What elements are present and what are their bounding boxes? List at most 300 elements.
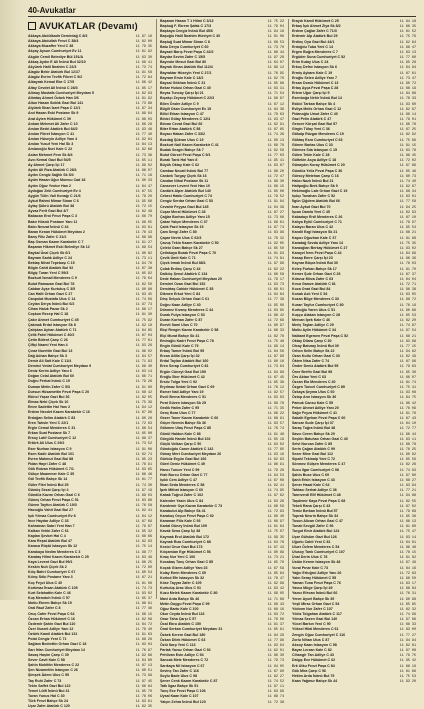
entry-name: Sipahi Tekinalp Yeni C 72 xyxy=(292,457,336,462)
entry-name: Koca Onat Gazi Bul 84 xyxy=(292,287,331,292)
entry-phone: 11 91 58 xyxy=(135,71,152,76)
entry-name: Akkaya Abdullah Fevzi C 38/4 xyxy=(28,39,79,44)
entry-name: Parlak Yavuz Orhan Gazi C 92 xyxy=(160,648,211,653)
entry-phone: 11 93 65 xyxy=(135,468,152,473)
entry-name: Aydoğan Zeki Cumhuriyet Ev 4 xyxy=(28,188,81,193)
entry-phone: 11 64 69 xyxy=(399,252,416,257)
entry-phone: 11 74 26 xyxy=(267,133,284,138)
entry-phone: 11 90 54 xyxy=(135,571,152,576)
entry-phone: 11 63 96 xyxy=(267,690,284,695)
entry-name: Kalender Yasin Ulus C 84 xyxy=(160,498,204,503)
entry-name: Görgülü Hande İnönü Bul 102 xyxy=(160,436,211,441)
entry-phone: 11 95 54 xyxy=(399,226,416,231)
entry-phone: 11 63 14 xyxy=(135,370,152,375)
entry-phone: 11 91 70 xyxy=(399,267,416,272)
entry-name: Ergin Cemal Menderes C 31 xyxy=(28,425,76,430)
entry-phone: 11 93 02 xyxy=(399,246,416,251)
entry-phone: 11 67 21 xyxy=(135,576,152,581)
entry-phone: 11 97 89 xyxy=(399,164,416,169)
entry-phone: 11 97 60 xyxy=(399,473,416,478)
entry-name: Ertaş Ayça Fevzi Paşa C 28 xyxy=(292,86,339,91)
entry-name: Özgen Tuncel Cumhuriyet C 89 xyxy=(292,385,345,390)
entry-name: Sucu Ilgar Cumhuriyet C 98 xyxy=(292,467,339,472)
entry-phone: 11 74 93 xyxy=(399,468,416,473)
entry-name: Cansever Levent Yeni Han 10 xyxy=(160,184,210,188)
entry-phone: 11 77 85 xyxy=(267,447,284,452)
entry-phone: 11 93 60 xyxy=(399,102,416,107)
entry-phone: 11 83 31 xyxy=(267,87,284,92)
entry-phone: 11 81 52 xyxy=(399,30,416,35)
entry-phone: 11 86 58 xyxy=(267,272,284,277)
entry-name: Yılmaz Sezen Gazi Bul 140 xyxy=(292,617,338,622)
entry-name: Uluer Özlem Menderes C 54 xyxy=(292,544,340,549)
entry-name: Baran Kenan Hükümet Meydanı 2 xyxy=(28,229,85,234)
entry-phone: 11 91 84 xyxy=(267,200,284,205)
entry-name: Ulusoy Tarık Cumhuriyet C 107 xyxy=(292,550,345,555)
entry-name: Emre Sadettin Hal Yanı 2 xyxy=(28,405,71,410)
entry-name: Sarı İrfan Cumhuriyet Meydanı 14 xyxy=(28,647,85,652)
entry-name: Kara Reşat Atatürk Bul 47 xyxy=(28,539,73,544)
entry-phone: 11 68 53 xyxy=(267,40,284,45)
entry-phone: 11 88 72 xyxy=(399,298,416,303)
entry-name: Anıl Hasan Eski Postane Sk 9 xyxy=(28,111,79,116)
entry-name: Canpolat Mustafa Ulus C 14 xyxy=(28,296,76,301)
entry-phone: 11 76 97 xyxy=(135,648,152,653)
entry-name: Erk Utku Fevzi Paşa C 84 xyxy=(292,663,335,668)
entry-phone: 11 97 73 xyxy=(135,303,152,308)
entry-phone: 11 74 87 xyxy=(399,324,416,329)
entry-name: Sağlam Bedrettin Orhan Gazi C 18 xyxy=(28,642,87,647)
entry-phone: 11 74 81 xyxy=(267,257,284,262)
entry-phone: 11 66 35 xyxy=(399,25,416,30)
entry-phone: 11 82 32 xyxy=(399,607,416,612)
entry-name: Şener Hazal Kale C 64 xyxy=(292,483,330,488)
entry-phone: 11 65 88 xyxy=(267,81,284,86)
entry-phone: 11 72 90 xyxy=(135,566,152,571)
entry-name: Gökalp Rüzgar Menderes C 19 xyxy=(292,132,344,137)
entry-phone: 11 82 00 xyxy=(135,40,152,45)
entry-name: Aytaç Şükrü Atatürk Bul 38 xyxy=(28,204,75,209)
entry-phone: 11 74 30 xyxy=(135,483,152,488)
entry-phone: 11 93 47 xyxy=(267,117,284,122)
entry-phone: 11 89 05 xyxy=(267,592,284,597)
entry-name: Alyürek İlhan İzzet Paşa C 12/1 xyxy=(28,106,81,111)
entry-name: Ekinci Yaşar Gazi Bul 36 xyxy=(28,394,70,399)
entry-name: Altınay Mustafa Cumhuriyet Meydanı 5 xyxy=(28,90,94,95)
entry-name: Kavak Sena Çarşı İçi 38 xyxy=(160,529,201,534)
entry-name: İlgün Çiğdem Atatürk Bul 66 xyxy=(292,199,340,204)
entry-name: Üstün Kerem Istasyon Sk 48 xyxy=(292,560,341,565)
entry-phone: 11 64 07 xyxy=(267,61,284,66)
entry-name: Aykut Rahmi Mimar Sinan C 6 xyxy=(28,199,79,203)
entry-phone: 11 78 03 xyxy=(399,262,416,267)
entry-name: Erkan Suat Postane Sk 7 xyxy=(28,431,71,436)
entry-name: Cevahir Feyyaz Gazi Bul 145 xyxy=(160,204,209,209)
entry-phone: 11 68 27 xyxy=(399,478,416,483)
entry-phone: 11 65 46 xyxy=(399,169,416,174)
entry-phone: 11 62 93 xyxy=(399,210,416,215)
entry-phone: 11 92 18 xyxy=(135,323,152,328)
entry-phone: 11 73 11 xyxy=(135,256,152,261)
entry-phone: 11 64 78 xyxy=(267,540,284,545)
entry-phone: 11 81 86 xyxy=(399,669,416,674)
entry-phone: 11 65 19 xyxy=(267,437,284,442)
entry-name: Engin Gönül Kale C 79 xyxy=(160,343,199,348)
entry-phone: 11 76 95 xyxy=(267,71,284,76)
entry-name: Ünal Derin Ulus C 78 xyxy=(292,555,328,560)
entry-phone: 11 93 02 xyxy=(135,591,152,596)
entry-phone: 11 94 82 xyxy=(399,350,416,354)
entry-phone: 11 77 15 xyxy=(399,344,416,349)
entry-phone: 11 68 42 xyxy=(135,390,152,395)
entry-phone: 11 75 14 xyxy=(135,545,152,550)
entry-name: Okur Ceyda İnönü Bul 116 xyxy=(160,611,205,616)
entry-name: Gazi Pelin Atatürk C 47 xyxy=(292,116,332,121)
entry-name: Beyaz Tuncay Çarşı İçi 21 xyxy=(160,91,204,96)
entry-name: Alagöz Bekir Atatürk Bul 121/7 xyxy=(28,70,80,75)
entry-phone: 11 66 97 xyxy=(267,520,284,525)
entry-name: Bayındır Mesut Gazi Bul 80 xyxy=(160,60,207,65)
entry-name: Kabak Tuğrul Zafer C 102 xyxy=(160,493,204,498)
entry-phone: 11 66 48 xyxy=(135,473,152,478)
entry-name: Gencer Kürşat Gazi Bul 57 xyxy=(292,122,338,127)
entry-name: Tunalı Sevgül Zafer C 96 xyxy=(292,524,334,529)
entry-phone: 11 63 03 xyxy=(267,396,284,401)
entry-name: Baysal Gökhan İnönü C 31 xyxy=(160,80,206,85)
entry-name: Erdoğan Selim Atatürk C 83 xyxy=(28,415,76,420)
entry-name: Tatlı Ilgaz Bahçe Sk 51 xyxy=(160,684,199,689)
entry-name: Bozkurt İsmail Menderes C 9 xyxy=(28,276,77,281)
entry-name: Şahin Buse Ulus C 69 xyxy=(292,472,329,477)
entry-name: Arıkan Mehmet Ali Zafer C 10 xyxy=(28,121,78,126)
entry-name: Gül Tevfik Bahçe Sk 14 xyxy=(28,477,68,482)
entry-phone: 11 83 72 xyxy=(267,612,284,617)
entry-phone: 11 79 97 xyxy=(399,221,416,226)
entry-phone: 11 62 63 xyxy=(267,458,284,463)
entry-name: Eroğlu Selen Adliye Yanı 7 xyxy=(292,75,337,80)
entry-name: Oral Rauf Zafer C 8 xyxy=(28,606,61,611)
entry-phone: 11 76 19 xyxy=(399,303,416,308)
entry-phone: 11 88 78 xyxy=(399,442,416,447)
entry-phone: 11 63 81 xyxy=(135,225,152,230)
entry-phone: 11 63 42 xyxy=(267,587,284,592)
entry-phone: 11 82 66 xyxy=(135,148,152,153)
entry-name: Dursun Hüsamettin Fevzi Paşa C 20 xyxy=(28,389,90,394)
entry-phone: 11 94 18 xyxy=(267,30,284,35)
entry-name: Büyük Oktay Kale C 62 xyxy=(160,163,200,168)
entry-phone: 11 91 06 xyxy=(135,447,152,452)
entry-phone: 11 94 12 xyxy=(135,406,152,411)
entry-name: Karaman Filiz Kale C 93 xyxy=(160,519,201,524)
entry-phone: 11 73 21 xyxy=(267,556,284,561)
entry-phone: 11 78 12 xyxy=(267,386,284,391)
entry-name: Sezer Mine Gazi Bul 112 xyxy=(292,452,333,457)
entry-name: Baydar Sevim Zafer C 15/5 xyxy=(160,55,206,60)
entry-phone: 11 86 07 xyxy=(135,169,152,174)
entry-phone: 11 91 15 xyxy=(399,143,416,148)
entry-name: Güven Tayfun Atatürk C 19/3 xyxy=(28,503,77,508)
entry-name: Ermiş Aybars Kale C 19 xyxy=(292,70,333,75)
entry-name: Karabulut Alp Bahçe Sk 41 xyxy=(160,508,206,513)
entry-phone: 11 79 52 xyxy=(267,195,284,200)
entry-name: Erbaş Tamer İnönü Bul 95 xyxy=(160,349,205,353)
entry-name: Erdal Taylan Atatürk Bul 160 xyxy=(160,359,209,364)
entry-name: Kuş Memduh İnönü C 57 xyxy=(28,596,70,601)
entry-name: Kaynak Rıza Cumhuriyet C 88 xyxy=(160,539,211,544)
entry-phone: 11 77 27 xyxy=(399,633,416,638)
entry-name: Öztürk Kamil Atatürk Bul 131 xyxy=(28,632,78,637)
entry-name: Arslan Yusuf Yeni Hal Sk 3 xyxy=(28,142,74,147)
entry-phone: 11 77 40 xyxy=(135,132,152,137)
entry-name: Bekar Hulusi Orhan Gazi C 40 xyxy=(160,86,211,91)
entry-phone: 11 90 88 xyxy=(135,287,152,292)
entry-phone: 11 94 18 xyxy=(399,20,416,24)
listing-entry xyxy=(28,704,152,709)
entry-phone: 11 84 86 xyxy=(399,92,416,97)
entry-name: Olcay Baturay İnönü Bul 39 xyxy=(292,343,339,348)
entry-phone: 11 62 91 xyxy=(267,123,284,128)
entry-name: Güler Fikri İnönü Bul 25 xyxy=(28,482,69,487)
entry-phone: 11 67 96 xyxy=(135,411,152,416)
entry-phone: 11 80 51 xyxy=(135,669,152,674)
entry-name: Başaran Hasan T 1 Hilmi C 3/13 xyxy=(160,19,214,23)
entry-name: Öcal Ebru Atatürk C 150 xyxy=(160,622,202,627)
entry-name: Taşdemir Kaya Fevzi Paşa C 68 xyxy=(292,498,346,503)
entry-phone: 11 82 49 xyxy=(135,210,152,215)
entry-name: Bayram Sadık Adliye C 24 xyxy=(28,255,73,260)
entry-phone: 11 69 03 xyxy=(135,493,152,498)
entry-name: Dikmen Erkut Yeni C 84 xyxy=(160,292,201,297)
entry-phone: 11 84 10 xyxy=(399,422,416,427)
entry-name: Nalbant Egemen Fevzi Paşa C 52 xyxy=(292,333,349,338)
entry-name: Ayvaz Ferit Gazi Bul 4/7 xyxy=(28,209,69,214)
entry-name: Oruç Cafer Fevzi Paşa C 64 xyxy=(28,611,75,616)
entry-name: Kolay Emin Menderes C 65 xyxy=(160,570,206,575)
entry-phone: 11 86 48 xyxy=(399,545,416,550)
entry-phone: 11 66 21 xyxy=(399,231,416,236)
entry-name: Çelebi Ozan Bahçe Sk 27 xyxy=(160,245,203,250)
entry-name: Çelik Fahri Hükümet C 40/2 xyxy=(28,333,75,338)
entry-name: Göçer Nermin Bahçe Sk 36 xyxy=(160,421,206,426)
entry-name: Ergüder Suna Cumhuriyet C 52 xyxy=(292,55,346,60)
entry-name: Mutlu Ekrem Bahçe Sk 19 xyxy=(28,601,72,606)
entry-name: Erdemir Alp Atatürk Bul 29 xyxy=(292,34,338,39)
entry-phone: 11 67 37 xyxy=(399,272,416,277)
entry-name: Girgin Tülay Yeni C 36 xyxy=(292,127,330,132)
entry-phone: 11 83 57 xyxy=(267,422,284,427)
entry-name: Zorlu Nihan Ulus C 87 xyxy=(292,637,330,642)
entry-name: Onur Taha Çarşı C 57 xyxy=(160,617,197,622)
entry-name: Biter Ertan Atatürk C 58 xyxy=(160,127,201,132)
entry-phone: 11 87 69 xyxy=(135,519,152,524)
entry-phone: 11 97 19 xyxy=(135,488,152,493)
entry-phone: 11 78 91 xyxy=(135,462,152,467)
entry-name: Oktay Dilara Çarşı C 30 xyxy=(292,338,332,343)
entry-name: Bayazıt Barış Fevzi Paşa C 42/2 xyxy=(160,49,214,54)
entry-phone: 11 91 76 xyxy=(399,411,416,416)
entry-phone: 11 92 67 xyxy=(399,185,416,189)
entry-name: Kocabaş Tunç Orhan Gazi C 85 xyxy=(160,560,214,565)
entry-name: Sakallı Egehan Fevzi Paşa C 60 xyxy=(292,416,346,421)
entry-phone: 11 86 42 xyxy=(399,401,416,406)
entry-phone: 11 80 62 xyxy=(135,251,152,256)
entry-phone: 11 74 73 xyxy=(135,586,152,591)
entry-phone: 11 82 92 xyxy=(399,133,416,138)
entry-phone: 11 84 13 xyxy=(135,143,152,148)
entry-name: Candan Nihal Postane Sk 11 xyxy=(160,178,209,183)
entry-name: Gök Mira Çarşı C 56 xyxy=(292,668,326,673)
entry-phone: 11 75 79 xyxy=(399,35,416,40)
entry-name: Gündoğdu Caner Atatürk C 142 xyxy=(160,446,214,451)
entry-phone: 11 63 11 xyxy=(399,437,416,442)
entry-phone: 11 90 40 xyxy=(267,515,284,519)
entry-name: Batu Derya Cumhuriyet C 60 xyxy=(160,44,209,49)
entry-phone: 11 97 54 xyxy=(399,329,416,334)
entry-phone: 11 87 08 xyxy=(399,649,416,654)
entry-phone: 11 84 72 xyxy=(135,622,152,627)
entry-phone: 11 97 28 xyxy=(267,56,284,61)
entry-phone: 11 84 28 xyxy=(267,633,284,638)
entry-name: Konak Aslı Yeni C 54 xyxy=(292,292,328,297)
entry-name: Ercan Atilla Çarşı İçi 32 xyxy=(160,354,200,359)
entry-phone: 11 82 59 xyxy=(267,148,284,153)
entry-phone: 11 67 59 xyxy=(267,566,284,571)
entry-name: Ersan Doruk Hükümet C 13 xyxy=(292,80,339,85)
entry-name: Göktaş Esra Cumhuriyet C 63 xyxy=(292,137,343,142)
entry-name: Kılınç Sıtkı Postane Yanı 3 xyxy=(28,575,73,580)
entry-name: Kaynar Büşra İnönü Bul 30 xyxy=(292,261,338,266)
entry-phone: 11 75 69 xyxy=(399,138,416,143)
page-header xyxy=(28,6,416,17)
entry-name: Cambaz Necati İnönü Bul 77 xyxy=(160,168,209,173)
entry-phone: 11 62 55 xyxy=(399,499,416,504)
entry-name: Karaoğlan Berkay Hükümet C 27 xyxy=(292,245,348,250)
entry-phone: 11 86 36 xyxy=(399,257,416,262)
entry-name: Alagöz Evrim Tevfik Fikret C 9/2 xyxy=(28,75,83,80)
entry-name: Günay Mert Cumhuriyet Meydanı 26 xyxy=(160,452,222,457)
entry-name: Koçak Gizem Adliye Yanı 23 xyxy=(160,565,208,570)
entry-phone: 11 68 01 xyxy=(267,288,284,293)
entry-name: Eroğlu İlker Hükümet C 42 xyxy=(160,374,205,379)
entry-name: Hacıoğlu Vahit Gazi Bul 27 xyxy=(28,508,74,513)
entry-phone: 11 78 63 xyxy=(267,112,284,117)
entry-name: Günaydın Koray Hükümet C 20 xyxy=(292,163,345,168)
entry-name: Ersöz Tolga Yeni C 92 xyxy=(160,379,198,384)
entry-phone: 11 85 17 xyxy=(135,86,152,91)
entry-phone: 11 73 88 xyxy=(135,102,152,107)
entry-name: Yüksel Hilal Menderes C 61 xyxy=(292,627,339,632)
entry-phone: 11 94 05 xyxy=(267,664,284,669)
entry-phone: 11 88 74 xyxy=(267,695,284,700)
entry-name: Karaca Rüştü Istasyon Sk 12 xyxy=(28,544,78,549)
entry-name: Turgut Emir Atatürk Bul 124 xyxy=(292,529,340,534)
entry-phone: 11 85 23 xyxy=(135,457,152,462)
entry-phone: 11 92 84 xyxy=(399,40,416,45)
entry-name: Korkut Efe Istasyon Sk 32 xyxy=(160,575,205,580)
entry-name: Esen Kadir Atatürk Bul 101 xyxy=(28,451,75,456)
entry-phone: 11 77 38 xyxy=(267,298,284,303)
entry-name: Sönmez Gülşen Menderes C 47 xyxy=(292,462,346,467)
entry-phone: 11 90 72 xyxy=(399,81,416,86)
entry-name: Eren Serap Cumhuriyet C 81 xyxy=(160,364,209,369)
entry-name: Karakuş Orçun Fevzi Paşa C 92 xyxy=(160,514,214,518)
entry-name: Tahtacı Serhat Adliye C 36 xyxy=(292,488,337,493)
entry-phone: 11 66 07 xyxy=(399,375,416,380)
entry-name: Doğan Celal Atatürk Bul 60 xyxy=(28,374,74,379)
entry-phone: 11 64 56 xyxy=(267,350,284,354)
entry-phone: 11 72 02 xyxy=(399,159,416,164)
entry-name: Kaplan Şevket Hal C 4 xyxy=(28,534,66,539)
listing-entry xyxy=(292,679,416,684)
entry-phone: 11 73 52 xyxy=(135,442,152,447)
entry-phone: 11 63 05 xyxy=(399,293,416,298)
entry-phone: 11 92 41 xyxy=(135,509,152,514)
entry-name: Avcı Kemal Gazi Bul 54/5 xyxy=(28,157,71,162)
entry-phone: 11 80 73 xyxy=(399,174,416,179)
entry-name: Koç Feyzi Ulus C 40 xyxy=(28,580,63,585)
entry-name: Kırca Gamze Atatürk C 81 xyxy=(292,281,336,286)
entry-name: Kurtuluş Aras Ulus C 91 xyxy=(160,586,202,591)
listing-columns xyxy=(28,19,416,709)
entry-name: Gönül Haldun Kale C 86 xyxy=(160,431,201,436)
entry-phone: 11 93 20 xyxy=(399,680,416,684)
entry-phone: 11 66 28 xyxy=(135,122,152,127)
listing-column-3 xyxy=(288,19,416,684)
entry-name: Altay Cevdet Ali İnönü C 28/3 xyxy=(28,85,78,90)
entry-phone: 11 87 96 xyxy=(399,360,416,365)
entry-name: Kılıç Bahri Cumhuriyet C 67 xyxy=(28,570,76,575)
entry-name: Sever Cavit Kale C 58 xyxy=(28,657,65,662)
entry-name: Aslan Mehmet Fırın Sk 8/4 xyxy=(28,152,73,157)
entry-name: Şahin Muhittin Menderes C 22 xyxy=(28,663,80,668)
entry-name: Özcan Ela Menderes C 40 xyxy=(292,379,336,384)
entry-name: Kahraman Sabri Yeni Han 7 xyxy=(28,523,75,528)
entry-name: Çakmak Erdal Istasyon Sk 8 xyxy=(28,322,76,327)
entry-name: Çevik Ümit Kale C 71 xyxy=(160,256,196,261)
entry-name: Erim Kutay Ulus C 24 xyxy=(292,60,329,65)
entry-name: Oğuz Bartu Kale C 100 xyxy=(160,606,199,611)
entry-name: Hızlı Burcu Orhan Gazi C 77 xyxy=(160,472,208,477)
entry-phone: 11 62 61 xyxy=(399,643,416,648)
entry-name: Cantürk Alper Atatürk Bul 140 xyxy=(160,189,211,194)
entry-phone: 11 89 12 xyxy=(267,66,284,71)
entry-phone: 11 97 96 xyxy=(267,262,284,267)
entry-name: Çam Sevgi Zafer C 80 xyxy=(160,230,197,235)
entry-name: Gedik Halim Zafer C 95 xyxy=(160,405,200,410)
entry-name: Seçkin Batuhan Orhan Gazi C 40 xyxy=(292,436,348,441)
entry-name: Bıçakçı Zeynep Hükümet C 22/3 xyxy=(160,96,215,101)
entry-phone: 11 66 70 xyxy=(135,215,152,220)
entry-phone: 11 94 88 xyxy=(399,494,416,499)
entry-name: Dalgıç Ece Hükümet C 62 xyxy=(292,658,336,663)
entry-phone: 11 83 94 xyxy=(399,484,416,489)
entry-name: Bilgili Okan Cumhuriyet Ev 15 xyxy=(160,106,212,111)
entry-phone: 11 66 42 xyxy=(135,81,152,86)
entry-name: Çalık Fazıl Istasyon Sk 19 xyxy=(160,225,204,230)
entry-name: Altun Hasan Sıddık Gazi Bul 141 xyxy=(28,101,84,106)
entry-name: Çetinkaya Burak Fevzi Paşa C 70 xyxy=(160,251,217,256)
entry-phone: 11 63 30 xyxy=(135,55,152,60)
page-number: 40- xyxy=(28,6,40,15)
entry-name: Başbuğ F. Ekrem Şafak C 17/3 xyxy=(160,24,212,29)
entry-phone: 11 88 37 xyxy=(135,437,152,442)
entry-phone: 11 82 26 xyxy=(399,463,416,468)
entry-phone: 11 66 19 xyxy=(399,87,416,92)
entry-name: Tanrıverdi Elif Hükümet C 48 xyxy=(292,493,341,498)
entry-phone: 11 76 31 xyxy=(399,592,416,597)
entry-name: Kurt Selahattin Kale C 46 xyxy=(28,590,71,595)
entry-name: Başoğlu Halil İbrahim Hürriyet C 30 xyxy=(160,34,221,39)
